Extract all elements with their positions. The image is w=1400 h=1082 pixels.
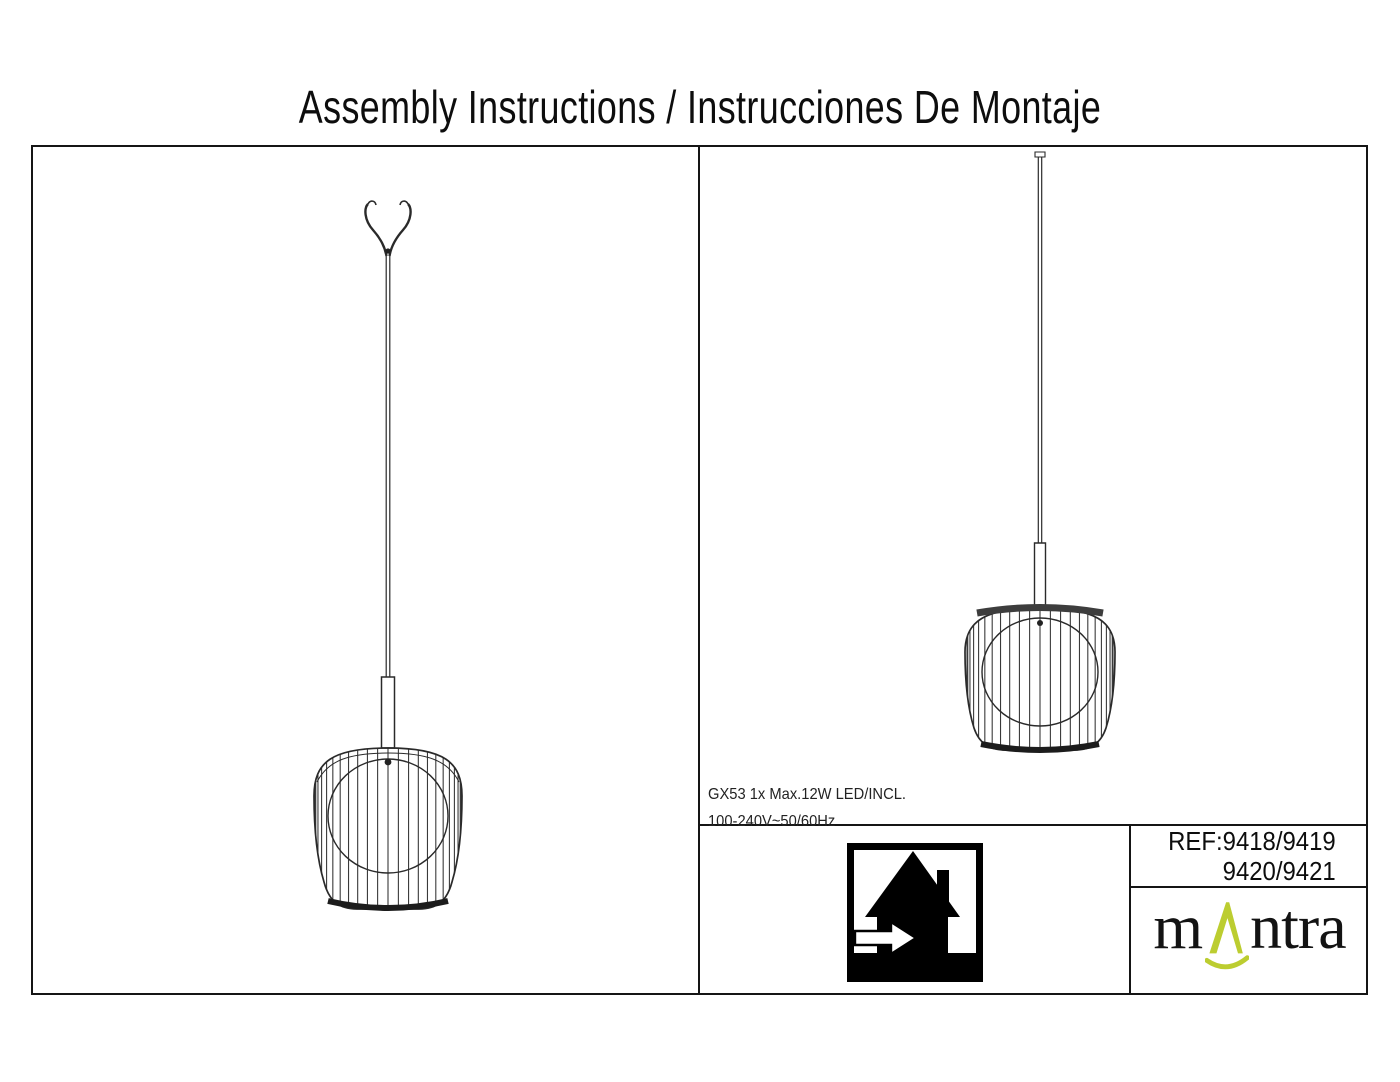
shade-top-fitting <box>385 759 392 766</box>
suspension-rod <box>386 256 390 677</box>
brand-text-suffix: ntra <box>1250 890 1346 962</box>
suspension-cable <box>1038 157 1041 543</box>
mantra-logo <box>1153 890 1346 987</box>
mantra-lambda-icon <box>1205 895 1249 987</box>
shade-ribs <box>315 746 461 911</box>
hanging-hook-icon <box>365 201 410 256</box>
cable-connector <box>1035 543 1046 606</box>
brand-box <box>1131 888 1368 993</box>
reference-numbers <box>1131 826 1367 884</box>
cable-cap <box>1035 152 1045 157</box>
spec-line-bulb: GX53 1x Max.12W LED/INCL. <box>708 786 906 803</box>
ref-line-2: 9420/9421 <box>1222 856 1336 886</box>
shade-ribs <box>967 606 1113 752</box>
house-arrow-indoor-icon <box>847 843 983 982</box>
rod-coupler <box>382 677 395 748</box>
ref-line-1: REF:9418/9419 <box>1168 826 1336 856</box>
pendant-lamp-hook-drawing <box>314 201 462 911</box>
brand-text-prefix: m <box>1153 890 1203 962</box>
page-title: Assembly Instructions / Instrucciones De Montaje <box>298 81 1102 133</box>
shade-top-fitting <box>1037 620 1043 626</box>
lamp-spec-text <box>708 781 906 835</box>
pendant-lamp-cable-drawing <box>965 152 1115 752</box>
spec-line-voltage: 100-240V~50/60Hz <box>708 813 836 830</box>
